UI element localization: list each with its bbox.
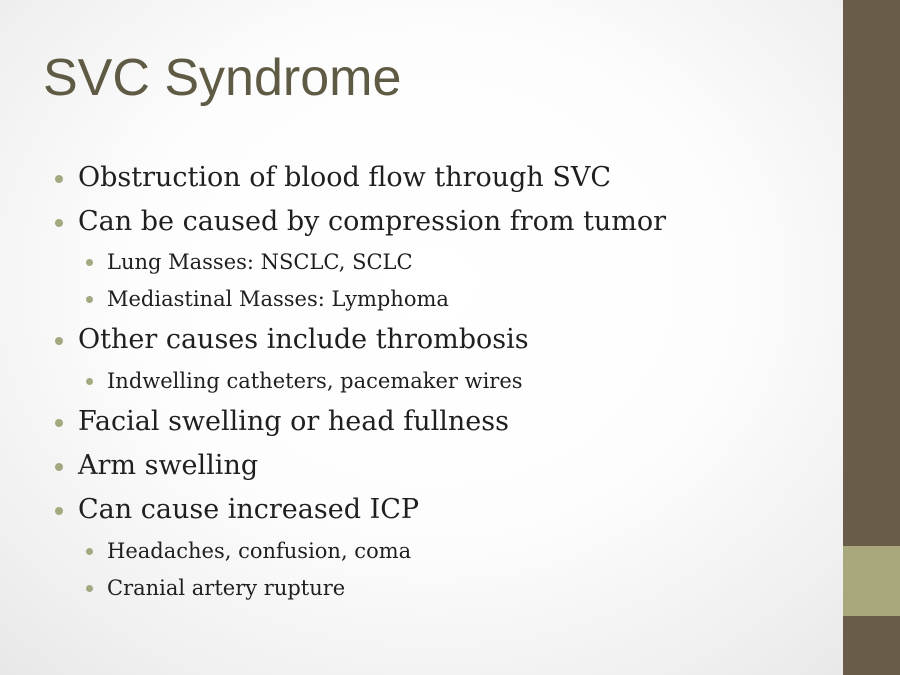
bullet-text: Can cause increased ICP [78, 494, 420, 525]
bullet-text: Indwelling catheters, pacemaker wires [107, 369, 523, 393]
bullet-dot-icon [86, 585, 93, 592]
bullet-dot-icon [55, 419, 63, 427]
bullet-text: Lung Masses: NSCLC, SCLC [107, 250, 413, 274]
bullet-dot-icon [55, 175, 63, 183]
bullet-text: Mediastinal Masses: Lymphoma [107, 287, 449, 311]
bullet-item [78, 492, 419, 528]
bullet-dot-icon [86, 259, 93, 266]
bullet-item [78, 160, 611, 196]
bullet-dot-icon [86, 378, 93, 385]
bullet-item [78, 322, 529, 358]
bullet-text: Can be caused by compression from tumor [78, 206, 667, 237]
bullet-item [78, 448, 258, 484]
sub-bullet-item [107, 574, 345, 602]
bullet-dot-icon [55, 507, 63, 515]
sub-bullet-item [107, 248, 413, 276]
bullet-dot-icon [55, 463, 63, 471]
bullet-text: Obstruction of blood flow through SVC [78, 162, 612, 193]
slide-title: SVC Syndrome [43, 49, 402, 107]
bullet-text: Arm swelling [78, 450, 259, 481]
bullet-item [78, 204, 666, 240]
bullet-text: Other causes include thrombosis [78, 324, 529, 355]
bullet-text: Cranial artery rupture [107, 576, 346, 600]
sub-bullet-item [107, 367, 523, 395]
decorative-side-accent [843, 546, 900, 616]
bullet-dot-icon [86, 296, 93, 303]
bullet-dot-icon [86, 548, 93, 555]
bullet-text: Headaches, confusion, coma [107, 539, 412, 563]
sub-bullet-item [107, 285, 449, 313]
sub-bullet-item [107, 537, 411, 565]
bullet-item [78, 404, 509, 440]
bullet-dot-icon [55, 219, 63, 227]
bullet-text: Facial swelling or head fullness [78, 406, 509, 437]
bullet-dot-icon [55, 337, 63, 345]
